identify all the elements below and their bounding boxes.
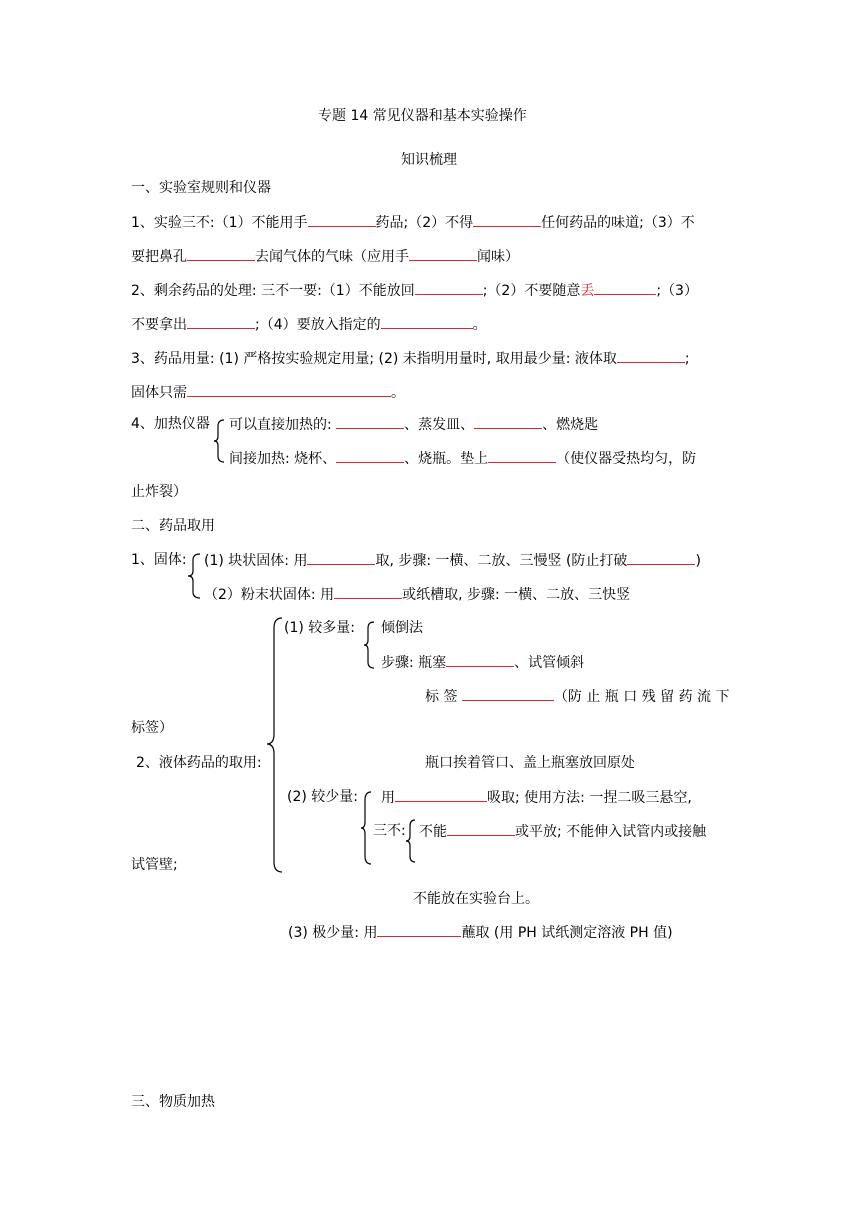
- text: 蘸取 (用 PH 试纸测定溶液 PH 值): [461, 925, 673, 941]
- paragraph-2-line-1: [131, 280, 698, 301]
- text: 。: [391, 385, 405, 401]
- text: (1) 块状固体: 用: [204, 553, 308, 569]
- brace-liquid: [264, 616, 284, 874]
- three-no-row: [419, 821, 706, 842]
- three-no-label: 三不:: [373, 823, 406, 839]
- brace-heating: [212, 418, 226, 464]
- text: 。: [472, 317, 487, 333]
- text: （2）粉末状固体: 用: [204, 587, 335, 603]
- fill-blank: [617, 348, 685, 363]
- text: ;（3）: [656, 283, 698, 299]
- fill-blank: [488, 448, 556, 463]
- text: 去闻气体的气味（应用手: [255, 249, 409, 265]
- section-heading-1: 一、实验室规则和仪器: [131, 180, 271, 196]
- pour-mouth: 瓶口挨着管口、盖上瓶塞放回原处: [425, 755, 635, 771]
- liquid-more-label: (1) 较多量:: [284, 620, 355, 636]
- text: 3、药品用量: (1) 严格按实验规定用量; (2) 未指明用量时, 取用最少量: 液体取: [131, 351, 617, 367]
- text: 、试管倾斜: [514, 655, 585, 671]
- text: 间接加热: 烧杯、: [229, 451, 337, 467]
- fill-blank: [336, 414, 404, 429]
- text: ): [695, 553, 701, 569]
- paragraph-3-line-2: [131, 382, 405, 403]
- brace-less: [359, 790, 373, 866]
- text: 步骤: 瓶塞: [381, 655, 447, 671]
- text: 不要拿出: [131, 317, 187, 333]
- fill-blank: [446, 652, 514, 667]
- fill-blank: [409, 246, 477, 261]
- heating-label: 4、加热仪器: [131, 416, 210, 432]
- fill-blank: [377, 922, 461, 937]
- fill-blank: [627, 550, 695, 565]
- page-title: 专题 14 常见仪器和基本实验操作: [318, 108, 527, 124]
- brace-solid: [186, 552, 202, 600]
- text: 任何药品的味道;（3）不: [541, 215, 695, 231]
- dropper-use: [381, 787, 692, 808]
- text: 可以直接加热的:: [229, 417, 332, 433]
- brace-more: [362, 620, 376, 670]
- text: 吸取; 使用方法: 一捏二吸三悬空,: [487, 790, 692, 806]
- fill-blank: [187, 314, 255, 329]
- text: 标 签: [425, 689, 458, 705]
- text: 闻味）: [477, 249, 519, 265]
- liquid-less-label: (2) 较少量:: [287, 789, 358, 805]
- text: 药品;（2）不得: [375, 215, 474, 231]
- solid-label: 1、固体:: [131, 552, 187, 568]
- fill-blank: [307, 550, 375, 565]
- solid-row-1: [204, 550, 701, 571]
- text: 或平放; 不能伸入试管内或接触: [515, 824, 707, 840]
- text: ;: [684, 351, 690, 367]
- text: (3) 极少量: 用: [288, 925, 378, 941]
- fill-blank: [308, 212, 376, 227]
- text: ;（4）要放入指定的: [255, 317, 381, 333]
- paragraph-1-line-1: [131, 212, 695, 233]
- fill-blank: [336, 448, 404, 463]
- text: 用: [381, 790, 395, 806]
- text: 2、剩余药品的处理: 三不一要:（1）不能放回: [131, 283, 415, 299]
- pour-tag-cont: 标签）: [131, 720, 173, 736]
- text: 、燃烧匙: [542, 417, 599, 433]
- text: 、蒸发皿、: [404, 417, 475, 433]
- section-heading-3: 三、物质加热: [131, 1094, 215, 1110]
- heating-row-1: [229, 414, 598, 435]
- three-no-cont: 试管壁;: [131, 857, 178, 873]
- fill-blank: [474, 414, 542, 429]
- three-no-table: 不能放在实验台上。: [413, 891, 539, 907]
- fill-blank: [395, 787, 487, 802]
- text: （防 止 瓶 口 残 留 药 流 下: [553, 689, 730, 705]
- text: 、烧瓶。垫上: [404, 451, 489, 467]
- text: 不能: [419, 824, 447, 840]
- text: 固体只需: [131, 385, 187, 401]
- text: （使仪器受热均匀，防: [556, 451, 697, 467]
- liquid-tiny: [288, 922, 673, 943]
- text: ;（2）不要随意: [482, 283, 581, 299]
- paragraph-3-line-1: [131, 348, 690, 369]
- text: 取, 步骤: 一横、二放、三慢竖 (防止打破: [375, 553, 628, 569]
- text: 1、实验三不:（1）不能用手: [131, 215, 308, 231]
- pour-method: 倾倒法: [381, 620, 423, 636]
- fill-blank: [447, 821, 515, 836]
- fill-blank: [381, 314, 473, 329]
- fill-blank: [473, 212, 541, 227]
- solid-row-2: [204, 584, 630, 605]
- pour-step: [381, 652, 584, 673]
- fill-blank: [187, 382, 391, 397]
- text: 或纸槽取, 步骤: 一横、二放、三快竖: [402, 587, 631, 603]
- red-text: 丢: [580, 283, 595, 299]
- heating-row-2: [229, 448, 696, 469]
- paragraph-2-line-2: [131, 314, 487, 335]
- text: 要把鼻孔: [131, 249, 187, 265]
- section-heading-2: 二、药品取用: [131, 518, 215, 534]
- page-subtitle: 知识梳理: [401, 152, 457, 168]
- fill-blank: [334, 584, 402, 599]
- fill-blank: [187, 246, 255, 261]
- pour-tag: [425, 686, 730, 707]
- fill-blank: [462, 686, 554, 701]
- heating-row-2-cont: 止炸裂）: [131, 484, 187, 500]
- fill-blank: [415, 280, 483, 295]
- liquid-label: 2、液体药品的取用:: [136, 755, 262, 771]
- paragraph-1-line-2: [131, 246, 519, 267]
- brace-three-no: [405, 818, 417, 864]
- fill-blank: [594, 280, 656, 295]
